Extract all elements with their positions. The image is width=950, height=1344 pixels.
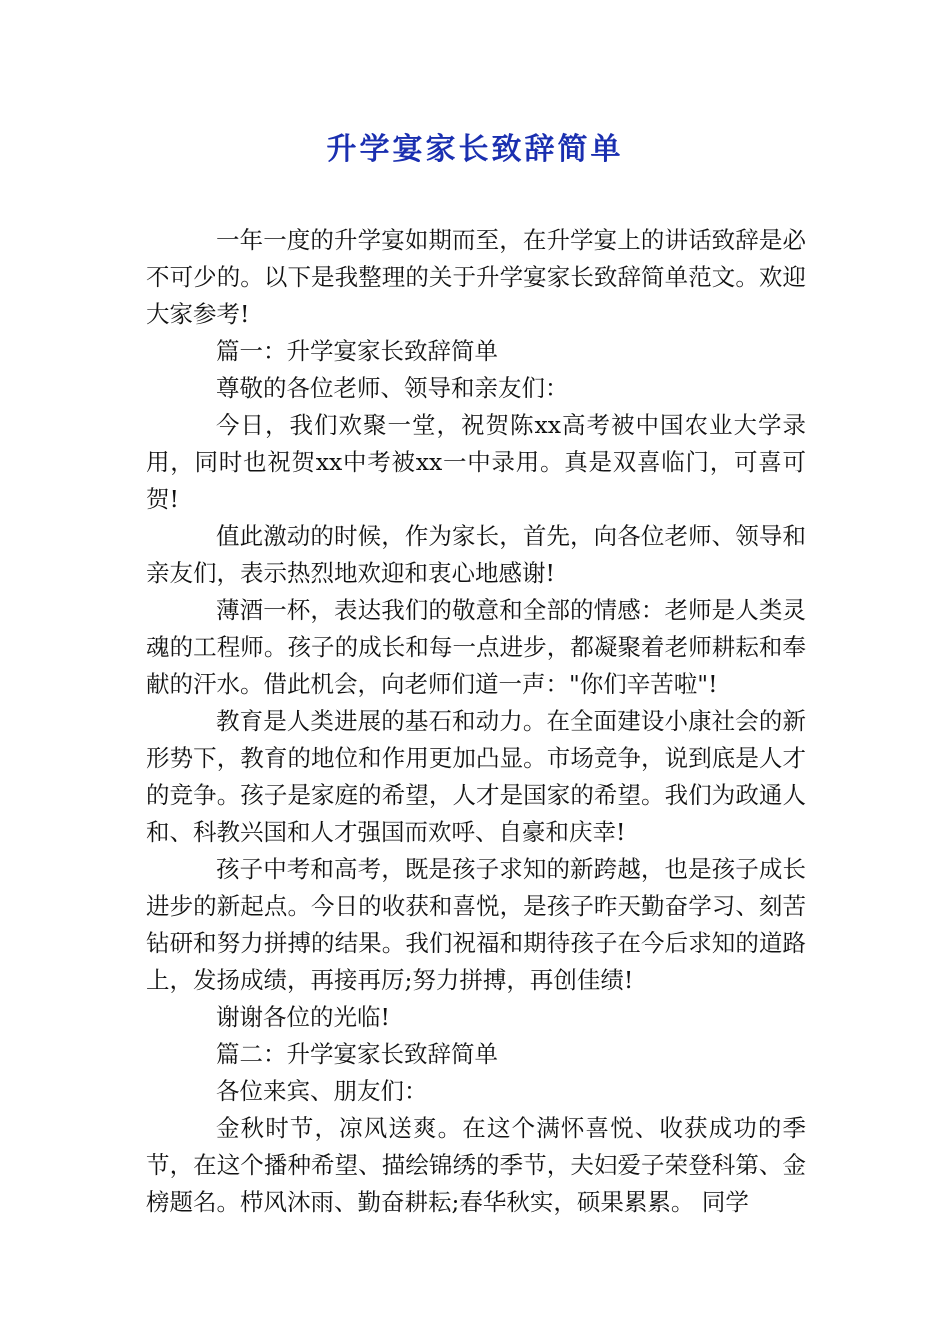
section-heading-1: 篇一：升学宴家长致辞简单	[216, 337, 498, 365]
paragraph: 孩子中考和高考，既是孩子求知的新跨越，也是孩子成长进步的新起点。今日的收获和喜悦，是孩子昨天勤奋学习、刻苦钻研和努力拼搏的结果。我们祝福和期待孩子在今后求知的道路上，发扬成绩，再接再厉;努力拼搏，再创佳绩!	[146, 855, 806, 994]
closing-line-1: 谢谢各位的光临!	[216, 1003, 390, 1031]
section-heading-2: 篇二：升学宴家长致辞简单	[216, 1040, 498, 1068]
paragraph: 金秋时节，凉风送爽。在这个满怀喜悦、收获成功的季节，在这个播种希望、描绘锦绣的季节，夫妇爱子荣登科第、金榜题名。栉风沐雨、勤奋耕耘;春华秋实，硕果累累。 同学	[146, 1114, 806, 1216]
paragraph: 教育是人类进展的基石和动力。在全面建设小康社会的新形势下，教育的地位和作用更加凸显。市场竞争，说到底是人才的竞争。孩子是家庭的希望，人才是国家的希望。我们为政通人和、科教兴国和人才强国而欢呼、自豪和庆幸!	[146, 707, 806, 846]
salutation-2: 各位来宾、朋友们：	[216, 1077, 428, 1105]
salutation-1: 尊敬的各位老师、领导和亲友们：	[216, 374, 569, 402]
paragraph: 薄酒一杯，表达我们的敬意和全部的情感：老师是人类灵魂的工程师。孩子的成长和每一点进步，都凝聚着老师耕耘和奉献的汗水。借此机会，向老师们道一声："你们辛苦啦"!	[146, 596, 806, 698]
paragraph-intro: 一年一度的升学宴如期而至，在升学宴上的讲话致辞是必不可少的。以下是我整理的关于升学宴家长致辞简单范文。欢迎大家参考!	[146, 226, 806, 328]
paragraph: 值此激动的时候，作为家长，首先，向各位老师、领导和亲友们，表示热烈地欢迎和衷心地感谢!	[146, 522, 806, 587]
paragraph: 今日，我们欢聚一堂，祝贺陈xx高考被中国农业大学录用，同时也祝贺xx中考被xx一中录用。真是双喜临门，可喜可贺!	[146, 411, 806, 513]
document-title: 升学宴家长致辞简单	[326, 132, 624, 167]
document-body	[146, 222, 806, 1221]
